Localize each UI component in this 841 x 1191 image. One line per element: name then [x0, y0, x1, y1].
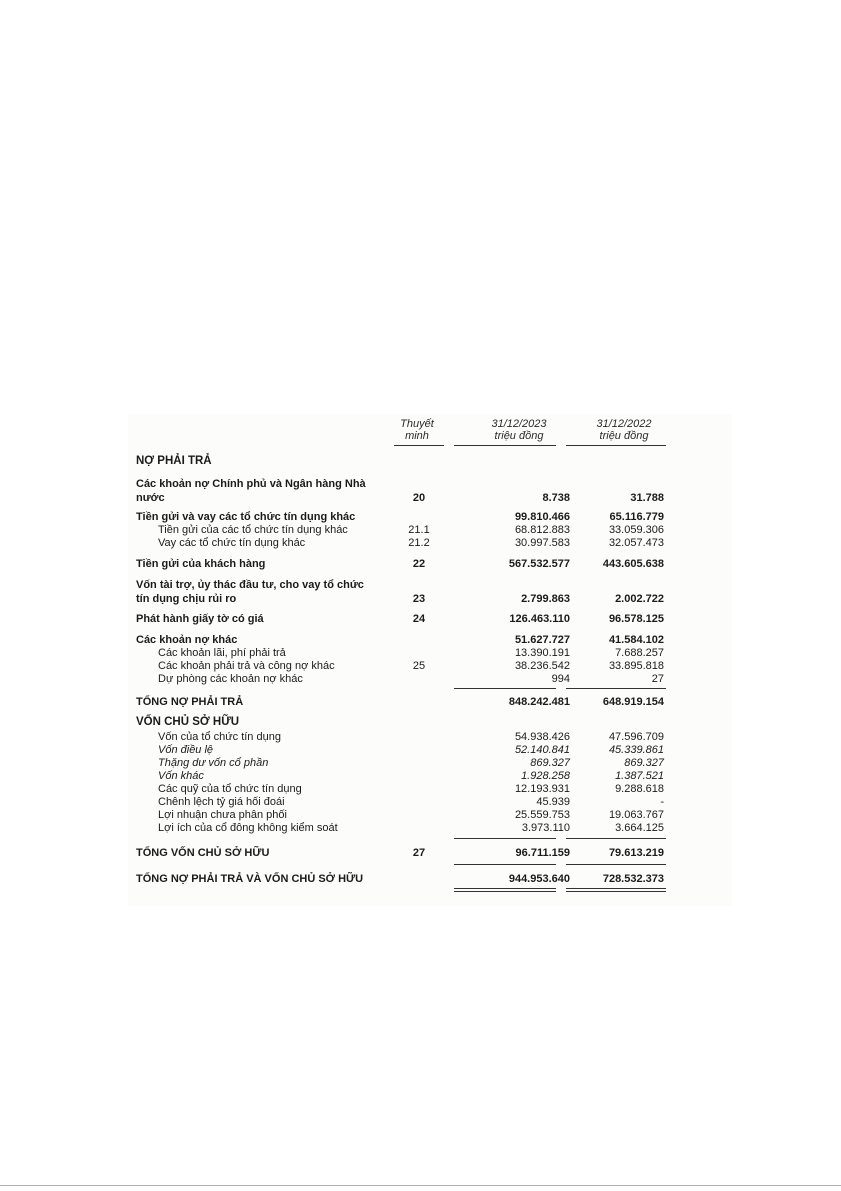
row-label: Tiền gửi của khách hàng [136, 558, 266, 570]
table-row [0, 477, 841, 491]
row-value-2022: 648.919.154 [602, 696, 664, 708]
row-value-2023: 30.997.583 [514, 537, 570, 549]
table-row [0, 730, 841, 744]
table-row [0, 633, 841, 647]
row-value-2023: 944.953.640 [508, 873, 570, 885]
row-value-2023: 3.973.110 [521, 822, 570, 834]
table-row [0, 612, 841, 626]
row-value-2022: 9.288.618 [615, 783, 664, 795]
row-label: Lợi nhuận chưa phân phối [158, 809, 287, 821]
table-row [0, 536, 841, 550]
table-row [0, 808, 841, 822]
row-value-2022: 869.327 [624, 757, 664, 769]
table-row [0, 578, 841, 592]
double-underline [454, 891, 556, 892]
table-row [0, 510, 841, 524]
header-underline [394, 445, 444, 446]
row-value-2022: 47.596.709 [608, 731, 664, 743]
header-2023-unit: triệu đồng [494, 430, 544, 442]
row-label: Thặng dư vốn cổ phần [158, 757, 269, 769]
row-value-2023: 12.193.931 [514, 783, 570, 795]
table-row [0, 557, 841, 571]
subtotal-line [566, 838, 666, 839]
row-label: Các khoản nợ Chính phủ và Ngân hàng Nhà [136, 478, 366, 490]
row-label: Vốn tài trợ, ủy thác đầu tư, cho vay tổ chức [136, 579, 364, 591]
header-note-line1: Thuyết [400, 418, 434, 430]
row-value-2022: 2.002.722 [615, 593, 664, 605]
row-label: Các khoản lãi, phí phải trả [158, 647, 286, 659]
row-value-2023: 68.812.883 [514, 524, 570, 536]
row-label: tín dụng chịu rủi ro [136, 593, 237, 605]
subtotal-line [454, 838, 556, 839]
row-value-2022: 1.387.521 [615, 770, 664, 782]
table-row [0, 646, 841, 660]
row-note: 22 [412, 558, 426, 570]
header-2022-unit: triệu đồng [599, 430, 649, 442]
table-row [0, 491, 841, 505]
row-value-2022: 7.688.257 [615, 647, 664, 659]
table-row [0, 592, 841, 606]
row-label: TỔNG VỐN CHỦ SỞ HỮU [136, 847, 270, 859]
row-value-2022: 728.532.373 [602, 873, 664, 885]
row-label: nước [136, 492, 165, 504]
row-value-2022: - [660, 796, 664, 808]
section-title-liabilities: NỢ PHẢI TRẢ [136, 455, 212, 467]
row-label: Các khoản phải trả và công nợ khác [158, 660, 335, 672]
row-note: 25 [412, 660, 426, 672]
row-label: Vốn của tổ chức tín dụng [158, 731, 281, 743]
header-2023-date: 31/12/2023 [491, 418, 547, 430]
row-label: Các khoản nợ khác [136, 634, 238, 646]
section-title-equity: VỐN CHỦ SỞ HỮU [136, 716, 240, 728]
row-label: Dự phòng các khoản nợ khác [158, 673, 303, 685]
row-label: Vốn khác [158, 770, 204, 782]
row-value-2023: 848.242.481 [508, 696, 570, 708]
row-value-2023: 869.327 [530, 757, 570, 769]
row-value-2022: 3.664.125 [615, 822, 664, 834]
row-note: 21.1 [408, 524, 430, 536]
row-value-2022: 31.788 [630, 492, 664, 504]
header-2022-date: 31/12/2022 [596, 418, 652, 430]
double-underline [566, 891, 666, 892]
row-label: Vốn điều lệ [158, 744, 214, 756]
row-note: 27 [412, 847, 426, 859]
row-value-2022: 32.057.473 [608, 537, 664, 549]
row-value-2022: 443.605.638 [602, 558, 664, 570]
header-note-line2: minh [405, 430, 429, 442]
row-value-2023: 13.390.191 [514, 647, 570, 659]
header-2022-column [576, 418, 672, 442]
total-line [454, 864, 556, 865]
row-value-2022: 96.578.125 [608, 613, 664, 625]
double-underline [566, 888, 666, 889]
row-value-2023: 38.236.542 [514, 660, 570, 672]
table-row [0, 846, 841, 860]
row-label: Các quỹ của tổ chức tín dụng [158, 783, 302, 795]
table-row [0, 672, 841, 686]
row-value-2023: 96.711.159 [515, 847, 570, 859]
header-note-column [388, 418, 446, 442]
row-note: 21.2 [408, 537, 430, 549]
table-row [0, 756, 841, 770]
row-value-2022: 41.584.102 [608, 634, 664, 646]
row-label: Chênh lệch tỷ giá hối đoái [158, 796, 285, 808]
header-underline [454, 445, 556, 446]
row-note: 24 [412, 613, 426, 625]
table-row [0, 782, 841, 796]
row-label: TỔNG NỢ PHẢI TRẢ VÀ VỐN CHỦ SỞ HỮU [136, 873, 364, 885]
table-row [0, 659, 841, 673]
row-value-2023: 45.939 [536, 796, 570, 808]
table-row [0, 872, 841, 886]
row-value-2022: 33.895.818 [608, 660, 664, 672]
header-underline [566, 445, 666, 446]
subtotal-line [454, 688, 556, 689]
table-row [0, 695, 841, 709]
table-row [0, 769, 841, 783]
total-line [566, 864, 666, 865]
row-value-2023: 2.799.863 [521, 593, 570, 605]
page-bottom-rule [0, 1185, 841, 1186]
row-value-2023: 1.928.258 [521, 770, 570, 782]
table-row [0, 523, 841, 537]
row-label: Lợi ích của cổ đông không kiểm soát [158, 822, 338, 834]
header-2023-column [466, 418, 572, 442]
row-value-2022: 45.339.861 [608, 744, 664, 756]
row-value-2023: 54.938.426 [514, 731, 570, 743]
row-value-2023: 25.559.753 [514, 809, 570, 821]
row-label: TỔNG NỢ PHẢI TRẢ [136, 696, 244, 708]
row-label: Tiền gửi và vay các tổ chức tín dụng khác [136, 511, 356, 523]
row-note: 20 [412, 492, 426, 504]
row-label: Phát hành giấy tờ có giá [136, 613, 264, 625]
row-value-2023: 99.810.466 [514, 511, 570, 523]
row-value-2023: 52.140.841 [514, 744, 570, 756]
double-underline [454, 888, 556, 889]
row-value-2022: 79.613.219 [608, 847, 664, 859]
subtotal-line [566, 688, 666, 689]
row-value-2022: 33.059.306 [608, 524, 664, 536]
row-note: 23 [412, 593, 426, 605]
table-row [0, 743, 841, 757]
table-row [0, 795, 841, 809]
row-label: Tiền gửi của các tổ chức tín dụng khác [158, 524, 348, 536]
row-value-2022: 27 [651, 673, 664, 685]
row-label: Vay các tổ chức tín dụng khác [158, 537, 306, 549]
row-value-2023: 994 [551, 673, 570, 685]
row-value-2022: 65.116.779 [609, 511, 664, 523]
row-value-2022: 19.063.767 [608, 809, 664, 821]
table-row [0, 821, 841, 835]
row-value-2023: 8.738 [542, 492, 570, 504]
row-value-2023: 51.627.727 [514, 634, 570, 646]
row-value-2023: 126.463.110 [509, 613, 570, 625]
row-value-2023: 567.532.577 [508, 558, 570, 570]
